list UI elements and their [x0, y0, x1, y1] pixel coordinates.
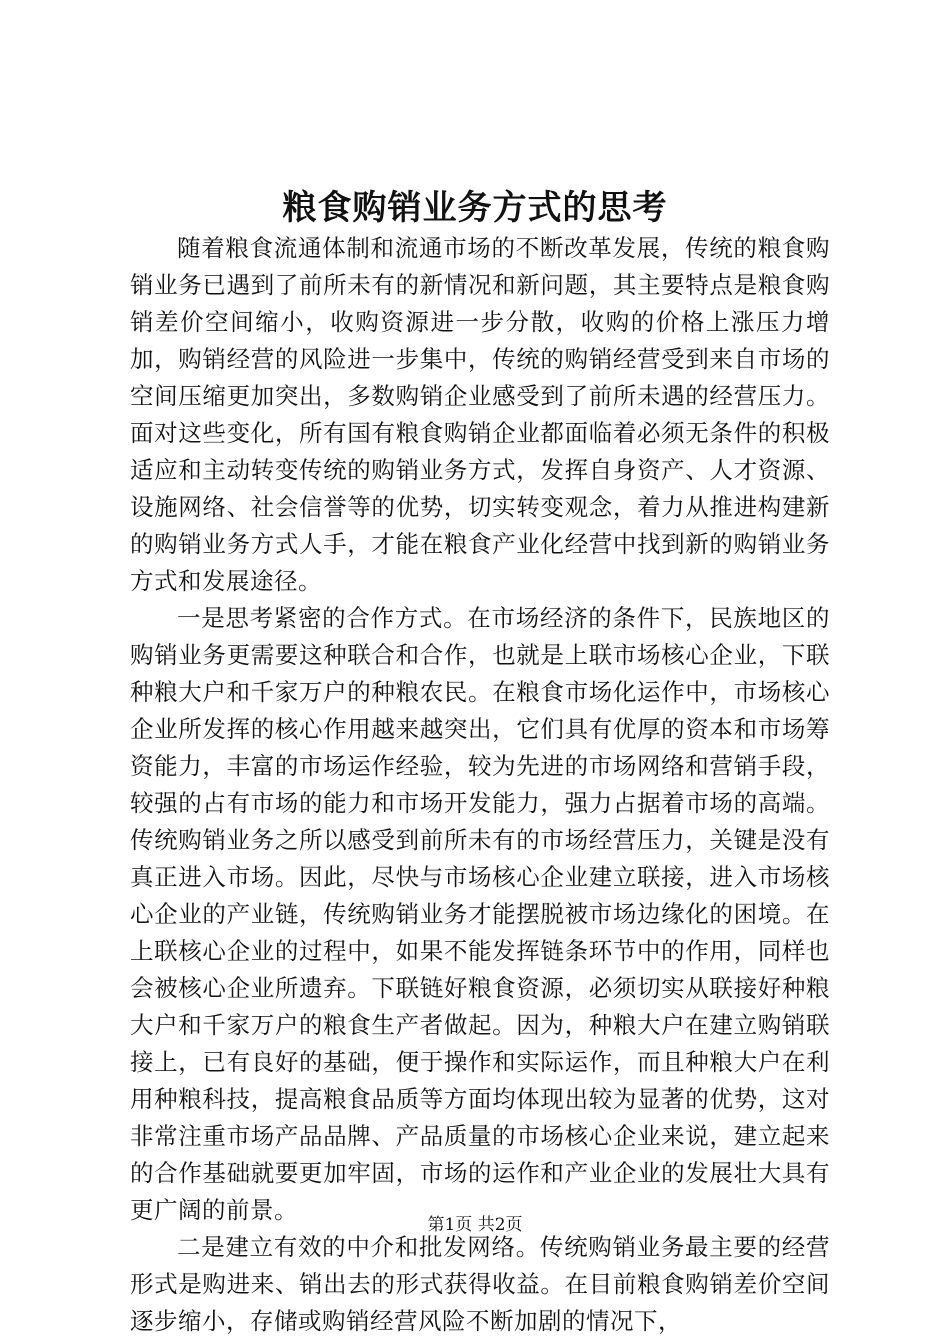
paragraph: 二是建立有效的中介和批发网络。传统购销业务最主要的经营形式是购进来、销出去的形式获得收益。在目前粮食购销差价空间逐步缩小，存储或购销经营风险不断加剧的情况下，: [130, 1233, 830, 1335]
paragraph: 一是思考紧密的合作方式。在市场经济的条件下，民族地区的购销业务更需要这种联合和合作，也就是上联市场核心企业，下联种粮大户和千家万户的种粮农民。在粮食市场化运作中，市场核心企业所发挥的核心作用越来越突出，它们具有优厚的资本和市场筹资能力，丰富的市场运作经验，较为先进的市场网络和营销手段，较强的占有市场的能力和市场开发能力，强力占据着市场的高端。传统购销业务之所以感受到前所未有的市场经营压力，关键是没有真正进入市场。因此，尽快与市场核心企业建立联接，进入市场核心企业的产业链，传统购销业务才能摆脱被市场边缘化的困境。在上联核心企业的过程中，如果不能发挥链条环节中的作用，同样也会被核心企业所遗弃。下联链好粮食资源，必须切实从联接好种粮大户和千家万户的粮食生产者做起。因为，种粮大户在建立购销联接上，已有良好的基础，便于操作和实际运作，而且种粮大户在利用种粮科技，提高粮食品质等方面均体现出较为显著的优势，这对非常注重市场产品品牌、产品质量的市场核心企业来说，建立起来的合作基础就要更加牢固，市场的运作和产业企业的发展壮大具有更广阔的前景。: [130, 604, 830, 1224]
page-footer: 第1页 共2页: [427, 1215, 523, 1235]
document-title: 粮食购销业务方式的思考: [282, 188, 668, 228]
document-body: [130, 230, 830, 1340]
paragraph: 随着粮食流通体制和流通市场的不断改革发展，传统的粮食购销业务已遇到了前所未有的新情况和新问题，其主要特点是粮食购销差价空间缩小，收购资源进一步分散，收购的价格上涨压力增加，购销经营的风险进一步集中，传统的购销经营受到来自市场的空间压缩更加突出，多数购销企业感受到了前所未遇的经营压力。面对这些变化，所有国有粮食购销企业都面临着必须无条件的积极适应和主动转变传统的购销业务方式，发挥自身资产、人才资源、设施网络、社会信誉等的优势，切实转变观念，着力从推进构建新的购销业务方式人手，才能在粮食产业化经营中找到新的购销业务方式和发展途径。: [130, 234, 830, 595]
